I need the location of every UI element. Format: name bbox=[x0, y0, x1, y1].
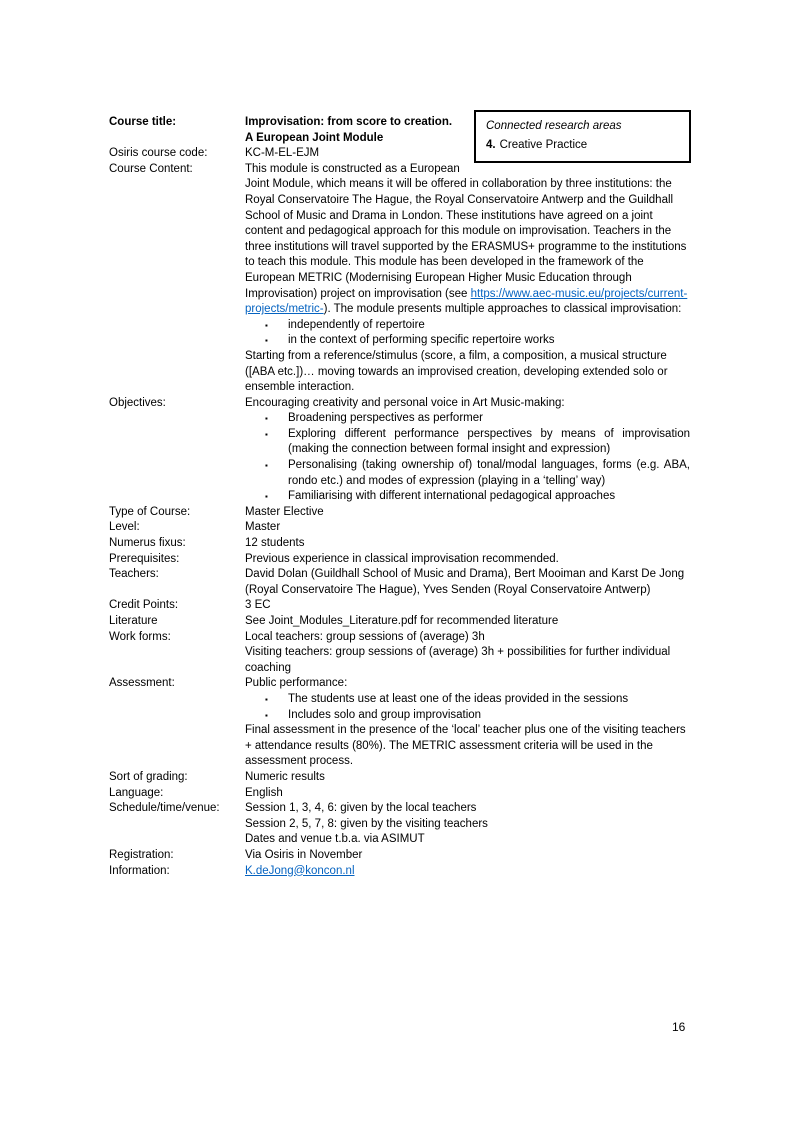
bullet-text: The students use at least one of the ideas provided in the sessions bbox=[288, 692, 629, 705]
osiris-code-label: Osiris course code: bbox=[109, 147, 208, 160]
course-title-line2: A European Joint Module bbox=[245, 131, 384, 144]
course-content-label: Course Content: bbox=[109, 162, 193, 175]
bullet-item bbox=[245, 458, 690, 489]
course-content-text-pre: This module is constructed as a European Joint Module, which means it will be offered in collaboration by three institutions: the Royal Conservatoire The Hague, the Royal Conservatoire Antwerp and the Guildhall School of Music and Drama in London. These institutions have agreed on a joint content and pedagogical approach for this module on improvisation. Teachers in the three institutions will travel supported by the ERASMUS+ programme to the institutions to teach this module. This module has been developed in the framework of the European METRIC (Modernising European Higher Music Education through Improvisation) project on improvisation (see bbox=[245, 162, 687, 300]
row-teachers bbox=[109, 567, 690, 598]
language-value: English bbox=[245, 786, 283, 799]
square-bullet-icon: ▪ bbox=[265, 429, 268, 439]
course-description bbox=[109, 115, 690, 879]
credit-points-label: Credit Points: bbox=[109, 599, 179, 612]
teachers-value: David Dolan (Guildhall School of Music and Drama), Bert Mooiman and Karst De Jong (Royal Conservatoire The Hague), Yves Senden (Royal Conservatoire Antwerp) bbox=[245, 568, 685, 596]
work-forms-line2: Visiting teachers: group sessions of (average) 3h + possibilities for further individual coaching bbox=[245, 646, 671, 674]
row-information bbox=[109, 864, 690, 880]
bullet-item bbox=[245, 411, 690, 427]
bullet-item bbox=[245, 708, 690, 724]
assessment-outro: Final assessment in the presence of the ‘local’ teacher plus one of the visiting teachers + attendance results (80%). The METRIC assessment criteria will be used in the assessment process. bbox=[245, 724, 686, 768]
work-forms-line1: Local teachers: group sessions of (average) 3h bbox=[245, 630, 485, 643]
schedule-label: Schedule/time/venue: bbox=[109, 802, 220, 815]
assessment-intro: Public performance: bbox=[245, 677, 348, 690]
type-of-course-value: Master Elective bbox=[245, 505, 324, 518]
type-of-course-label: Type of Course: bbox=[109, 505, 191, 518]
row-course-content bbox=[109, 162, 690, 396]
objectives-value bbox=[245, 396, 690, 505]
contact-email-link[interactable]: K.deJong@koncon.nl bbox=[245, 864, 355, 877]
literature-label: Literature bbox=[109, 615, 158, 627]
numerus-fixus-value: 12 students bbox=[245, 537, 305, 550]
research-area-number: 4. bbox=[486, 139, 496, 151]
work-forms-label: Work forms: bbox=[109, 630, 171, 643]
information-value bbox=[245, 864, 690, 880]
bullet-item bbox=[245, 318, 690, 334]
square-bullet-icon: ▪ bbox=[265, 320, 268, 330]
schedule-line3: Dates and venue t.b.a. via ASIMUT bbox=[245, 833, 425, 846]
row-type-of-course bbox=[109, 505, 690, 521]
row-course-title bbox=[109, 115, 690, 146]
bullet-text: Exploring different performance perspectives by means of improvisation (making the connection between formal insight and expression) bbox=[288, 427, 690, 456]
row-schedule bbox=[109, 801, 690, 848]
objectives-intro: Encouraging creativity and personal voice in Art Music-making: bbox=[245, 396, 565, 409]
square-bullet-icon: ▪ bbox=[265, 336, 268, 346]
bullet-text: Familiarising with different international pedagogical approaches bbox=[288, 490, 616, 503]
research-box-title: Connected research areas bbox=[486, 120, 622, 132]
square-bullet-icon: ▪ bbox=[265, 492, 268, 502]
level-value: Master bbox=[245, 521, 281, 534]
bullet-text: Personalising (taking ownership of) tonal/modal languages, forms (e.g. ABA, rondo etc.) and modes of expression (playing in a ‘telling’ way) bbox=[288, 459, 690, 487]
row-literature bbox=[109, 614, 690, 630]
row-language bbox=[109, 786, 690, 802]
course-title-label: Course title: bbox=[109, 116, 177, 128]
registration-value: Via Osiris in November bbox=[245, 848, 363, 861]
course-content-value bbox=[245, 162, 690, 396]
bullet-item bbox=[245, 692, 690, 708]
numerus-fixus-label: Numerus fixus: bbox=[109, 537, 186, 550]
research-area-label: Creative Practice bbox=[499, 139, 588, 151]
credit-points-value: 3 EC bbox=[245, 599, 271, 612]
metric-project-link[interactable]: https://www.aec-music.eu/projects/current-projects/metric- bbox=[245, 287, 688, 316]
registration-label: Registration: bbox=[109, 848, 174, 861]
page-number: 16 bbox=[672, 1020, 686, 1034]
level-label: Level: bbox=[109, 521, 140, 534]
research-box-spacer bbox=[470, 162, 690, 168]
objectives-label: Objectives: bbox=[109, 396, 166, 409]
osiris-code-value: KC-M-EL-EJM bbox=[245, 147, 320, 160]
row-work-forms bbox=[109, 630, 690, 677]
row-numerus-fixus bbox=[109, 536, 690, 552]
row-sort-of-grading bbox=[109, 770, 690, 786]
row-credit-points bbox=[109, 598, 690, 614]
course-content-text-post: ). The module presents multiple approaches to classical improvisation: bbox=[323, 303, 682, 316]
teachers-label: Teachers: bbox=[109, 568, 159, 581]
course-content-paragraph-2: Starting from a reference/stimulus (score, a film, a composition, a musical structure ([ABA etc.])… moving towards an improvised creation, developing extended solo or ensemble interaction. bbox=[245, 349, 668, 394]
bullet-text: in the context of performing specific repertoire works bbox=[288, 334, 555, 347]
literature-value: See Joint_Modules_Literature.pdf for recommended literature bbox=[245, 615, 559, 627]
schedule-value bbox=[245, 801, 690, 848]
row-assessment bbox=[109, 676, 690, 770]
information-label: Information: bbox=[109, 864, 170, 877]
assessment-label: Assessment: bbox=[109, 677, 175, 690]
prerequisites-value: Previous experience in classical improvisation recommended. bbox=[245, 552, 559, 565]
assessment-value bbox=[245, 676, 690, 770]
row-level bbox=[109, 520, 690, 536]
bullet-item bbox=[245, 489, 690, 505]
square-bullet-icon: ▪ bbox=[265, 414, 268, 424]
schedule-line1: Session 1, 3, 4, 6: given by the local teachers bbox=[245, 802, 477, 815]
row-registration bbox=[109, 848, 690, 864]
course-content-paragraph-1 bbox=[245, 162, 690, 318]
bullet-item bbox=[245, 427, 690, 458]
square-bullet-icon: ▪ bbox=[265, 461, 268, 471]
sort-of-grading-value: Numeric results bbox=[245, 770, 325, 783]
row-osiris-code bbox=[109, 146, 690, 162]
square-bullet-icon: ▪ bbox=[265, 710, 268, 720]
prerequisites-label: Prerequisites: bbox=[109, 552, 180, 565]
bullet-text: independently of repertoire bbox=[288, 318, 425, 331]
schedule-line2: Session 2, 5, 7, 8: given by the visiting teachers bbox=[245, 817, 488, 830]
sort-of-grading-label: Sort of grading: bbox=[109, 770, 188, 783]
bullet-text: Broadening perspectives as performer bbox=[288, 412, 483, 425]
square-bullet-icon: ▪ bbox=[265, 694, 268, 704]
bullet-item bbox=[245, 333, 690, 349]
course-title-line1: Improvisation: from score to creation. bbox=[245, 116, 453, 128]
language-label: Language: bbox=[109, 786, 164, 799]
work-forms-value bbox=[245, 630, 690, 677]
row-prerequisites bbox=[109, 552, 690, 568]
course-title-value bbox=[245, 115, 690, 146]
bullet-text: Includes solo and group improvisation bbox=[288, 708, 482, 721]
row-objectives bbox=[109, 396, 690, 505]
